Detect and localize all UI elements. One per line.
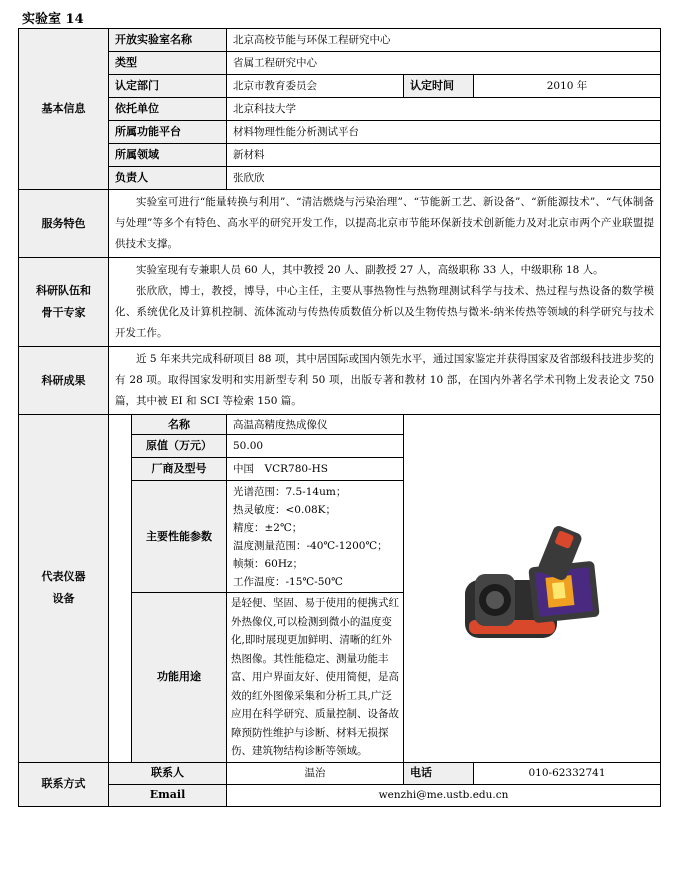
- param-item: 精度：±2℃；: [233, 521, 303, 534]
- section-results: 科研成果: [19, 347, 109, 415]
- instrument-price-value: 50.00: [227, 435, 404, 458]
- contact-person-value: 温治: [227, 762, 404, 784]
- team-text: [109, 258, 661, 347]
- section-team: [19, 258, 109, 347]
- host-label: 依托单位: [109, 98, 227, 121]
- section-instrument-line2: 设备: [52, 592, 75, 606]
- thermal-camera-image: [447, 518, 617, 653]
- time-value: 2010 年: [474, 75, 661, 98]
- service-text: 实验室可进行“能量转换与利用”、“清洁燃烧与污染治理”、“节能新工艺、新设备”、“新能源技术”、“气体制备与处理”等多个有特色、高水平的研究开发工作，以提高北京市节能环保新技术创新能力及对北京市两个产业联盟提供技术支撑。: [109, 190, 661, 258]
- lab-name-value: 北京高校节能与环保工程研究中心: [227, 29, 661, 52]
- contact-phone-label: 电话: [404, 762, 474, 784]
- field-label: 所属领域: [109, 144, 227, 167]
- page-title: 实验室 14: [22, 12, 84, 27]
- instrument-func-text: 是轻便、坚固、易于使用的便携式红外热像仪,可以检测到微小的温度变化,即时展现更加鲜明、清晰的红外热图像。其性能稳定、测量功能丰富、用户界面友好、使用简便，是高效的红外图像采集和分析工具,广泛应用在科学研究、质量控制、设备故障预防性维护与诊断、材料无损探伤、建筑物结构诊断等领域。: [227, 593, 404, 763]
- instrument-params-label: 主要性能参数: [132, 481, 227, 593]
- platform-value: 材料物理性能分析测试平台: [227, 121, 661, 144]
- section-instrument: [19, 415, 109, 763]
- section-team-line1: 科研队伍和: [36, 284, 91, 297]
- results-text: 近 5 年来共完成科研项目 88 项，其中居国际或国内领先水平，通过国家鉴定并获得国家及省部级科技进步奖的有 28 项。取得国家发明和实用新型专利 50 项，出版专著和教材 10 部，在国内外著名学术刊物上发表论文 750 篇，其中被 EI 和 SCI 等检索 150 篇。: [109, 347, 661, 415]
- param-item: 温度测量范围：-40℃-1200℃；: [233, 539, 388, 552]
- instrument-func-label: 功能用途: [132, 593, 227, 763]
- contact-email-value[interactable]: wenzhi@me.ustb.edu.cn: [227, 784, 661, 806]
- param-item: 热灵敏度：<0.08K；: [233, 503, 337, 516]
- section-team-line2: 骨干专家: [41, 306, 86, 319]
- contact-phone-value: 010-62332741: [474, 762, 661, 784]
- param-item: 工作温度：-15℃-50℃: [233, 575, 343, 588]
- contact-email-label: Email: [109, 784, 227, 806]
- section-service: 服务特色: [19, 190, 109, 258]
- section-basic-info: 基本信息: [19, 29, 109, 190]
- section-instrument-line1: 代表仪器: [41, 570, 86, 584]
- section-contact: 联系方式: [19, 762, 109, 806]
- lab-info-table: [18, 28, 661, 807]
- team-paragraph-2: 张欣欣，博士，教授，博导，中心主任，主要从事热物性与热物理测试科学与技术、热过程与热设备的数学模化、系统优化及计算机控制、流体流动与传热传质数值分析以及生物传热与微米-纳米传热等领域的科学研究与技术开发工作。: [115, 285, 655, 339]
- dept-value: 北京市教育委员会: [227, 75, 404, 98]
- instrument-name-value: 高温高精度热成像仪: [227, 415, 404, 435]
- contact-person-label: 联系人: [109, 762, 227, 784]
- lab-name-label: 开放实验室名称: [109, 29, 227, 52]
- field-value: 新材料: [227, 144, 661, 167]
- type-value: 省属工程研究中心: [227, 52, 661, 75]
- leader-value: 张欣欣: [227, 167, 661, 190]
- leader-label: 负责人: [109, 167, 227, 190]
- time-label: 认定时间: [404, 75, 474, 98]
- instrument-name-label: 名称: [132, 415, 227, 435]
- instrument-params-list: [227, 481, 404, 593]
- instrument-maker-value: 中国 VCR780-HS: [227, 458, 404, 481]
- param-item: 帧频：60Hz；: [233, 557, 304, 570]
- instrument-maker-label: 厂商及型号: [132, 458, 227, 481]
- instrument-spacer: [109, 415, 132, 763]
- param-item: 光谱范围：7.5-14um；: [233, 485, 347, 498]
- host-value: 北京科技大学: [227, 98, 661, 121]
- team-paragraph-1: 实验室现有专兼职人员 60 人，其中教授 20 人、副教授 27 人，高级职称 33 人，中级职称 18 人。: [136, 264, 604, 276]
- type-label: 类型: [109, 52, 227, 75]
- instrument-photo: [404, 415, 661, 763]
- instrument-price-label: 原值（万元）: [132, 435, 227, 458]
- platform-label: 所属功能平台: [109, 121, 227, 144]
- dept-label: 认定部门: [109, 75, 227, 98]
